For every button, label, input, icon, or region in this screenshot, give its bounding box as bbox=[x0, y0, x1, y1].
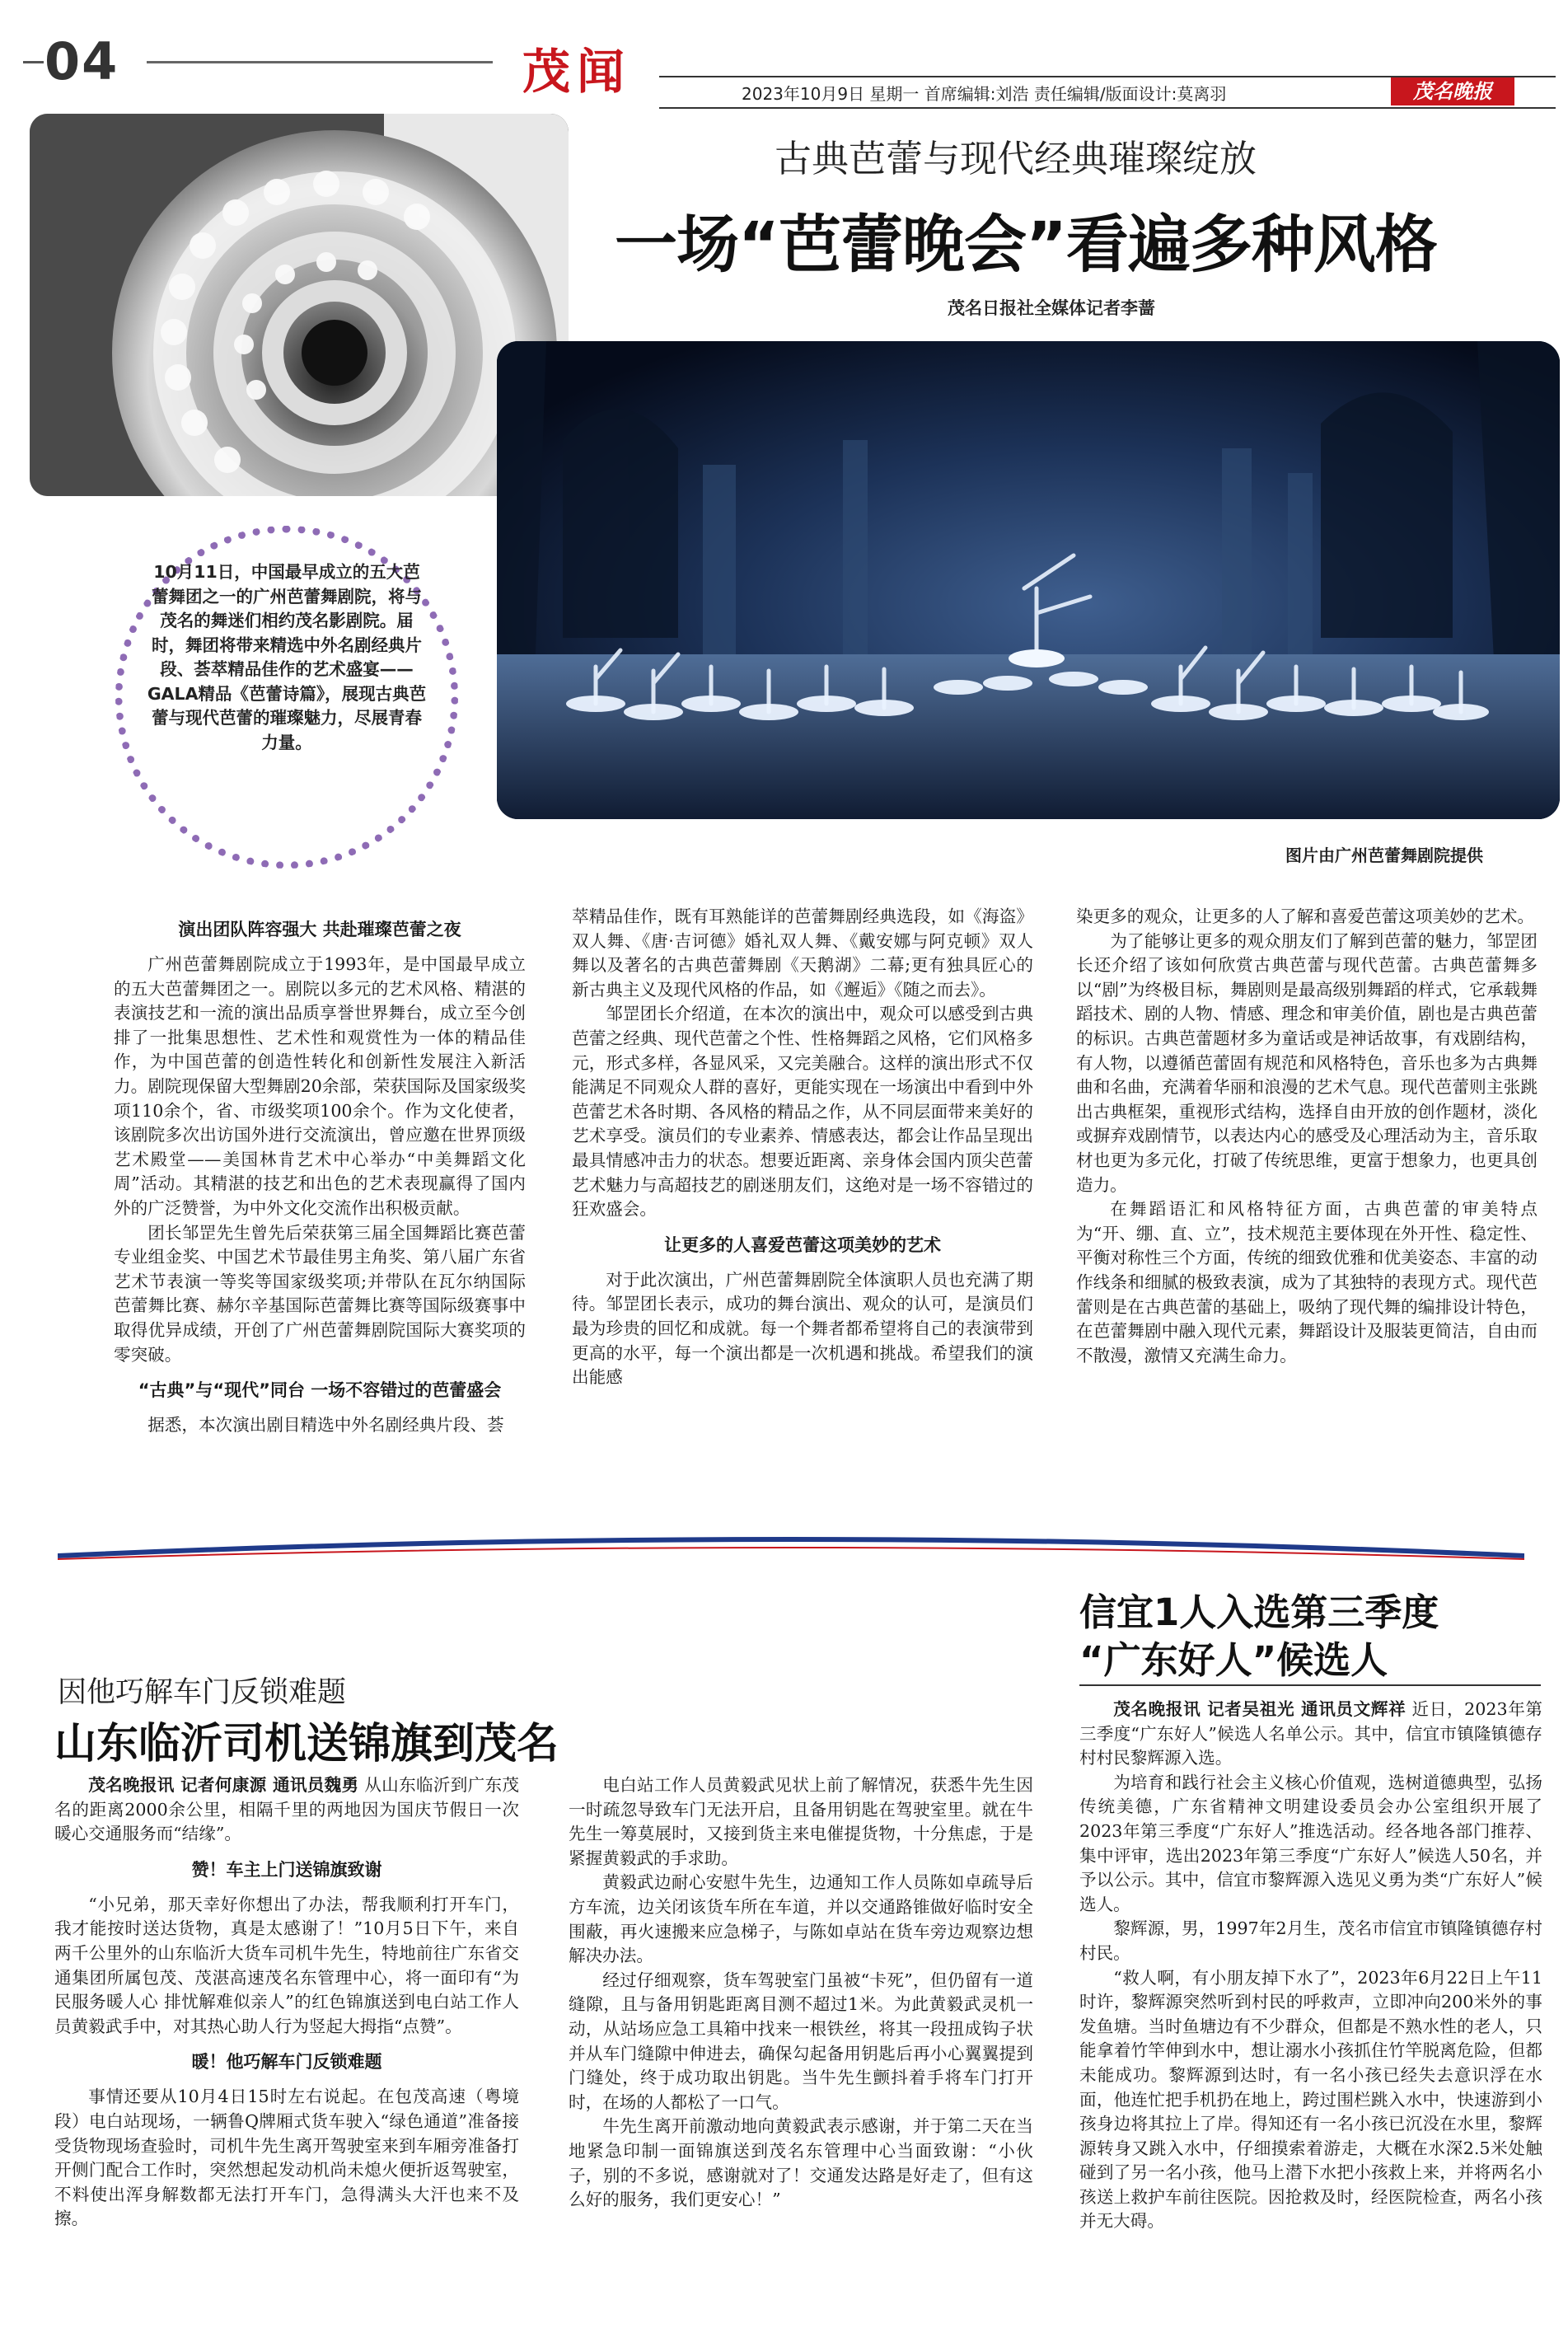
story2-paragraph: 牛先生离开前激动地向黄毅武表示感谢，并于第二天在当地紧急印制一面锦旗送到茂名东管理中心当面致谢：“小伙子，别的不多说，感谢就对了！交通发达路是好走了，但有这么好的服务，我们更安心！” bbox=[569, 2116, 1033, 2210]
story3-headline-line-2: “广东好人”候选人 bbox=[1079, 1638, 1388, 1682]
story1-paragraph: 邹罡团长介绍道，在本次的演出中，观众可以感受到古典芭蕾之经典、现代芭蕾之个性、性格舞蹈之风格，它们风格多元，形式多样，各显风采，又完美融合。这样的演出形式不仅能满足不同观众人群的喜好，更能实现在一场演出中看到中外芭蕾艺术各时期、各风格的精品之作，从不同层面带来美好的艺术享受。演员们的专业素养、情感表达，都会让作品呈现出最具情感冲击力的状态。想要近距离、亲身体会国内顶尖芭蕾艺术魅力与高超技艺的剧迷朋友们，这绝对是一场不容错过的狂欢盛会。 bbox=[572, 1004, 1033, 1220]
story1-paragraph: 萃精品佳作，既有耳熟能详的芭蕾舞剧经典选段，如《海盗》双人舞、《唐·吉诃德》婚礼双人舞、《戴安娜与阿克顿》双人舞以及著名的古典芭蕾舞剧《天鹅湖》二幕;更有独具匠心的新古典主义及现代风格的作品，如《邂逅》《随之而去》。 bbox=[572, 906, 1033, 1000]
masthead-logo: 茂名晚报 bbox=[1391, 77, 1514, 105]
dateline: 2023年10月9日 星期一 首席编辑:刘浩 责任编辑/版面设计:莫离羽 bbox=[742, 84, 1227, 104]
section-divider-swoosh bbox=[58, 1531, 1524, 1581]
story1-subhead-2: “古典”与“现代”同台 一场不容错过的芭蕾盛会 bbox=[138, 1380, 502, 1401]
story2-paragraph: 黄毅武边耐心安慰牛先生，边通知工作人员陈如卓疏导后方车流，边关闭该货车所在车道，并以交通路锥做好临时安全围蔽，再火速搬来应急梯子，与陈如卓站在货车旁边观察边想解决办法。 bbox=[569, 1872, 1033, 1966]
story2-kicker: 因他巧解车门反锁难题 bbox=[58, 1676, 347, 1709]
story3-paragraph: 黎辉源，男，1997年2月生，茂名市信宜市镇隆镇德存村村民。 bbox=[1079, 1918, 1542, 1963]
spiral-staircase-illustration bbox=[30, 114, 569, 496]
story2-subhead-2: 暖！他巧解车门反锁难题 bbox=[191, 2052, 382, 2073]
story3-lead bbox=[1079, 1698, 1542, 1771]
story2-column-2 bbox=[569, 1773, 1033, 2213]
page-number-rule-left bbox=[23, 61, 44, 63]
story3-headline-rule bbox=[1079, 1684, 1541, 1686]
story3-lead-label: 茂名晚报讯 记者吴祖光 通讯员文辉祥 bbox=[1113, 1699, 1407, 1719]
story1-paragraph: 团长邹罡先生曾先后荣获第三届全国舞蹈比赛芭蕾专业组金奖、中国艺术节最佳男主角奖、第八届广东省艺术节表演一等奖等国家级奖项;并带队在瓦尔纳国际芭蕾舞比赛、赫尔辛基国际芭蕾舞比赛等国际级赛事中取得优异成绩，开创了广州芭蕾舞剧院国际大赛奖项的零突破。 bbox=[114, 1222, 526, 1365]
story1-headline: 一场“芭蕾晚会”看遍多种风格 bbox=[615, 208, 1437, 281]
story2-paragraph: 经过仔细观察，货车驾驶室门虽被“卡死”，但仍留有一道缝隙，且与备用钥匙距离目测不超过1米。为此黄毅武灵机一动，从站场应急工具箱中找来一根铁丝，将其一段扭成钩子状并从车门缝隙中伸进去，确保勾起备用钥匙后再小心翼翼提到门缝处，终于成功取出钥匙。当牛先生颤抖着手将车门打开时，在场的人都松了一口气。 bbox=[569, 1970, 1033, 2112]
story1-paragraph: 广州芭蕾舞剧院成立于1993年，是中国最早成立的五大芭蕾舞团之一。剧院以多元的艺术风格、精湛的表演技艺和一流的演出品质享誉世界舞台，成立至今创排了一批集思想性、艺术性和观赏性为一体的精品佳作，为中国芭蕾的创造性转化和创新性发展注入新活力。剧院现保留大型舞剧20余部，荣获国际及国家级奖项110余个，省、市级奖项100余个。作为文化使者，该剧院多次出访国外进行交流演出，曾应邀在世界顶级艺术殿堂——美国林肯艺术中心举办“中美舞蹈文化周”活动。其精湛的技艺和出色的艺术表现赢得了国内外的广泛赞誉，为中外文化交流作出积极贡献。 bbox=[114, 954, 526, 1218]
story1-paragraph: 染更多的观众，让更多的人了解和喜爱芭蕾这项美妙的艺术。 bbox=[1076, 906, 1535, 926]
story2-paragraph: “小兄弟，那天幸好你想出了办法，帮我顺利打开车门，我才能按时送达货物，真是太感谢了！”10月5日下午，来自两千公里外的山东临沂大货车司机牛先生，特地前往广东省交通集团所属包茂、茂湛高速茂名东管理中心，将一面印有“为民服务暖人心 排忧解难似亲人”的红色锦旗送到电白站工作人员黄毅武手中，对其热心助人行为竖起大拇指“点赞”。 bbox=[54, 1894, 519, 2036]
story3-paragraph: 为培育和践行社会主义核心价值观，选树道德典型，弘扬传统美德，广东省精神文明建设委员会办公室组织开展了2023年第三季度“广东好人”推选活动。经各地各部门推荐、集中评审，选出2023年第三季度“广东好人”候选人50名，并予以公示。其中，信宜市黎辉源入选见义勇为类“广东好人”候选人。 bbox=[1079, 1772, 1542, 1914]
story2-subhead-1: 赞！车主上门送锦旗致谢 bbox=[191, 1859, 382, 1880]
story1-kicker: 古典芭蕾与现代经典璀璨绽放 bbox=[775, 137, 1257, 180]
summary-text: 10月11日，中国最早成立的五大芭蕾舞团之一的广州芭蕾舞剧院，将与茂名的舞迷们相约茂名影剧院。届时，舞团将带来精选中外名剧经典片段、荟萃精品佳作的艺术盛宴——GALA精品《芭蕾诗篇》，展现古典芭蕾与现代芭蕾的璀璨魅力，尽展青春力量。 bbox=[147, 562, 427, 752]
story2-paragraph: 电白站工作人员黄毅武见状上前了解情况，获悉牛先生因一时疏忽导致车门无法开启，且备用钥匙在驾驶室里。就在牛先生一筹莫展时，又接到货主来电催提货物，十分焦虑，于是紧握黄毅武的手求助。 bbox=[569, 1775, 1033, 1868]
spiral-staircase-photo bbox=[30, 114, 569, 496]
story2-lead bbox=[54, 1773, 519, 1847]
page-number: 04 bbox=[44, 31, 119, 91]
story3-column bbox=[1079, 1698, 1542, 2234]
story1-paragraph: 据悉，本次演出剧目精选中外名剧经典片段、荟 bbox=[147, 1415, 504, 1436]
story2-headline: 山东临沂司机送锦旗到茂名 bbox=[54, 1720, 559, 1768]
story2-lead-label: 茂名晚报讯 记者何康源 通讯员魏勇 bbox=[88, 1775, 359, 1795]
story3-lead-text: 近日，2023年第三季度“广东好人”候选人名单公示。其中，信宜市镇隆镇德存村村民黎辉源入选。 bbox=[1079, 1699, 1543, 1768]
story1-paragraph: 在舞蹈语汇和风格特征方面，古典芭蕾的审美特点为“开、绷、直、立”，技术规范主要体现在外开性、稳定性、平衡对称性三个方面，传统的细致优雅和优美姿态、丰富的动作线条和细腻的极致表演，成为了其独特的表现方式。现代芭蕾则是在古典芭蕾的基础上，吸纳了现代舞的编排设计特色，在芭蕾舞剧中融入现代元素，舞蹈设计及服装更简洁，自由而不散漫，激情又充满生命力。 bbox=[1076, 1199, 1538, 1365]
story1-subhead-3: 让更多的人喜爱芭蕾这项美妙的艺术 bbox=[664, 1234, 941, 1255]
story1-paragraph: 为了能够让更多的观众朋友们了解到芭蕾的魅力，邹罡团长还介绍了该如何欣赏古典芭蕾与现代芭蕾。古典芭蕾舞多以“剧”为终极目标，舞剧则是最高级别舞蹈的样式，它承载舞蹈技术、剧的人物、情感、理念和审美价值，剧也是古典芭蕾的标识。古典芭蕾题材多为童话或是神话故事，有戏剧结构，有人物，以遵循芭蕾固有规范和风格特色，音乐也多为古典舞曲和名曲，充满着华丽和浪漫的艺术气息。现代芭蕾则主张跳出古典框架，重视形式结构，选择自由开放的创作题材，淡化或摒弃戏剧情节，以表达内心的感受及心理活动为主，音乐取材也更为多元化，打破了传统思维，更富于想象力，也更具创造力。 bbox=[1076, 930, 1538, 1195]
story1-column-3 bbox=[1076, 905, 1538, 1368]
story1-column-1 bbox=[114, 900, 526, 1438]
story2-lead-text: 从山东临沂到广东茂名的距离2000余公里，相隔千里的两地因为国庆节假日一次暖心交通服务而“结缘”。 bbox=[54, 1775, 520, 1844]
story1-subhead-1: 演出团队阵容强大 共赴璀璨芭蕾之夜 bbox=[178, 920, 461, 939]
story1-paragraph: 对于此次演出，广州芭蕾舞剧院全体演职人员也充满了期待。邹罡团长表示，成功的舞台演出、观众的认可，是演员们最为珍贵的回忆和成就。每一个舞者都希望将自己的表演带到更高的水平，每一个演出都是一次机遇和挑战。希望我们的演出能感 bbox=[572, 1269, 1033, 1388]
story2-paragraph: 事情还要从10月4日15时左右说起。在包茂高速（粤境段）电白站现场，一辆鲁Q牌厢式货车驶入“绿色通道”准备接受货物现场查验时，司机牛先生离开驾驶室来到车厢旁准备打开侧门配合工作时，突然想起发动机尚未熄火便折返驾驶室，不料使出浑身解数都无法打开车门，急得满头大汗也来不及擦。 bbox=[54, 2087, 519, 2229]
story2-column-1 bbox=[54, 1773, 519, 2232]
section-name: 茂闻 bbox=[522, 44, 632, 100]
story1-byline: 茂名日报社全媒体记者李蔷 bbox=[948, 298, 1155, 318]
story3-headline-line-1: 信宜1人入选第三季度 bbox=[1079, 1590, 1439, 1634]
story3-paragraph: “救人啊，有小朋友掉下水了”，2023年6月22日上午11时许，黎辉源突然听到村民的呼救声，立即冲向200米外的事发鱼塘。当时鱼塘边有不少群众，但都是不熟水性的老人，只能拿着竹竿伸到水中，想让溺水小孩抓住竹竿脱离危险，但都未能成功。黎辉源到达时，有一名小孩已经失去意识浮在水面，他连忙把手机扔在地上，跨过围栏跳入水中，快速游到小孩身边将其拉上了岸。得知还有一名小孩已沉没在水里，黎辉源转身又跳入水中，仔细摸索着游走，大概在水深2.5米处触碰到了另一名小孩，他马上潜下水把小孩救上来，并将两名小孩送上救护车前往医院。因抢救及时，经医院检查，两名小孩并无大碍。 bbox=[1079, 1967, 1542, 2232]
header-rule bbox=[147, 61, 493, 63]
photo-credit: 图片由广州芭蕾舞剧院提供 bbox=[1285, 845, 1483, 865]
ballet-stage-illustration bbox=[497, 341, 1560, 819]
ballet-stage-photo bbox=[497, 341, 1560, 819]
story1-column-2 bbox=[572, 905, 1033, 1390]
